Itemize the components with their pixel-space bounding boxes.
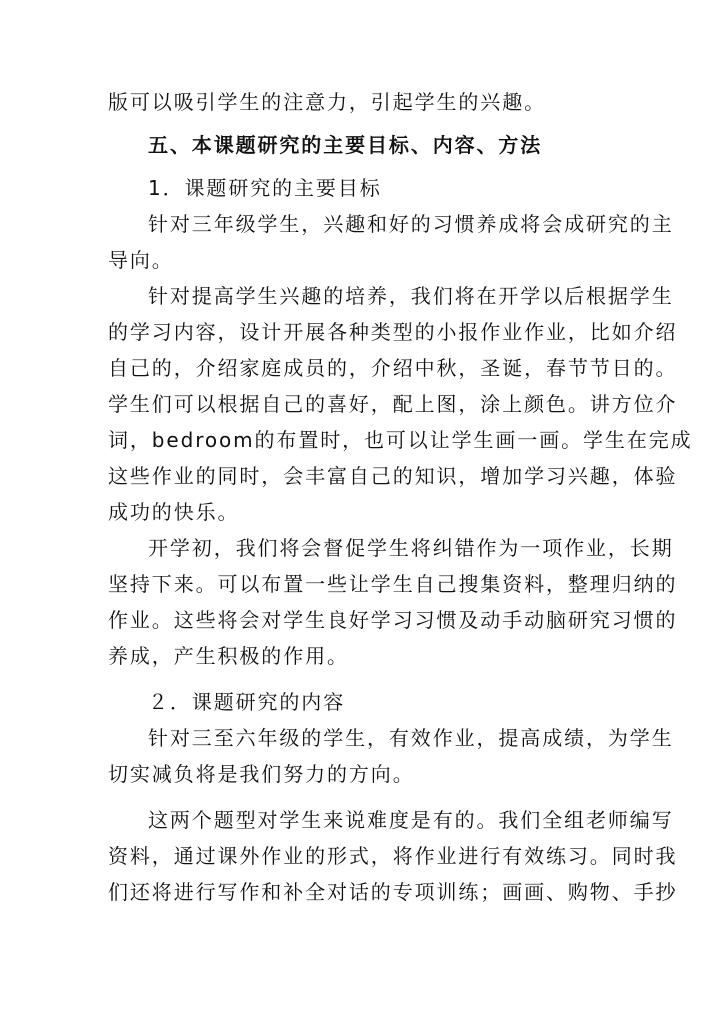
paragraph-line: 词，bedroom的布置时，也可以让学生画一画。学生在完成 xyxy=(108,428,693,452)
paragraph-line: 学生们可以根据自己的喜好，配上图，涂上颜色。讲方位介 xyxy=(108,392,678,416)
paragraph-line: 养成，产生积极的作用。 xyxy=(108,644,349,668)
section-heading: 五、本课题研究的主要目标、内容、方法 xyxy=(148,133,543,157)
paragraph-line: 这些作业的同时，会丰富自己的知识，增加学习兴趣，体验 xyxy=(108,464,678,488)
paragraph-line: 作业。这些将会对学生良好学习习惯及动手动脑研究习惯的 xyxy=(108,608,678,632)
paragraph-line: 版可以吸引学生的注意力，引起学生的兴趣。 xyxy=(108,90,546,114)
paragraph-line: 这两个题型对学生来说难度是有的。我们全组老师编写 xyxy=(148,808,674,832)
paragraph-line: 资料，通过课外作业的形式，将作业进行有效练习。同时我 xyxy=(108,844,678,868)
paragraph-line: 针对提高学生兴趣的培养，我们将在开学以后根据学生 xyxy=(148,284,674,308)
paragraph-line: 坚持下来。可以布置一些让学生自己搜集资料，整理归纳的 xyxy=(108,572,678,596)
paragraph-line: 开学初，我们将会督促学生将纠错作为一项作业，长期 xyxy=(148,536,674,560)
paragraph-line: 们还将进行写作和补全对话的专项训练；画画、购物、手抄 xyxy=(108,880,678,904)
paragraph-line: 针对三至六年级的学生，有效作业，提高成绩，为学生 xyxy=(148,726,674,750)
paragraph-line: 切实减负将是我们努力的方向。 xyxy=(108,762,415,786)
paragraph-line: 成功的快乐。 xyxy=(108,500,240,524)
paragraph-line: 导向。 xyxy=(108,248,174,272)
paragraph-line: 针对三年级学生，兴趣和好的习惯养成将会成研究的主 xyxy=(148,212,674,236)
paragraph-line: 的学习内容，设计开展各种类型的小报作业作业，比如介绍 xyxy=(108,320,678,344)
subsection-heading: 1．课题研究的主要目标 xyxy=(148,176,382,200)
paragraph-line: 自己的，介绍家庭成员的，介绍中秋，圣诞，春节节日的。 xyxy=(108,356,678,380)
subsection-heading: ２．课题研究的内容 xyxy=(148,690,346,714)
